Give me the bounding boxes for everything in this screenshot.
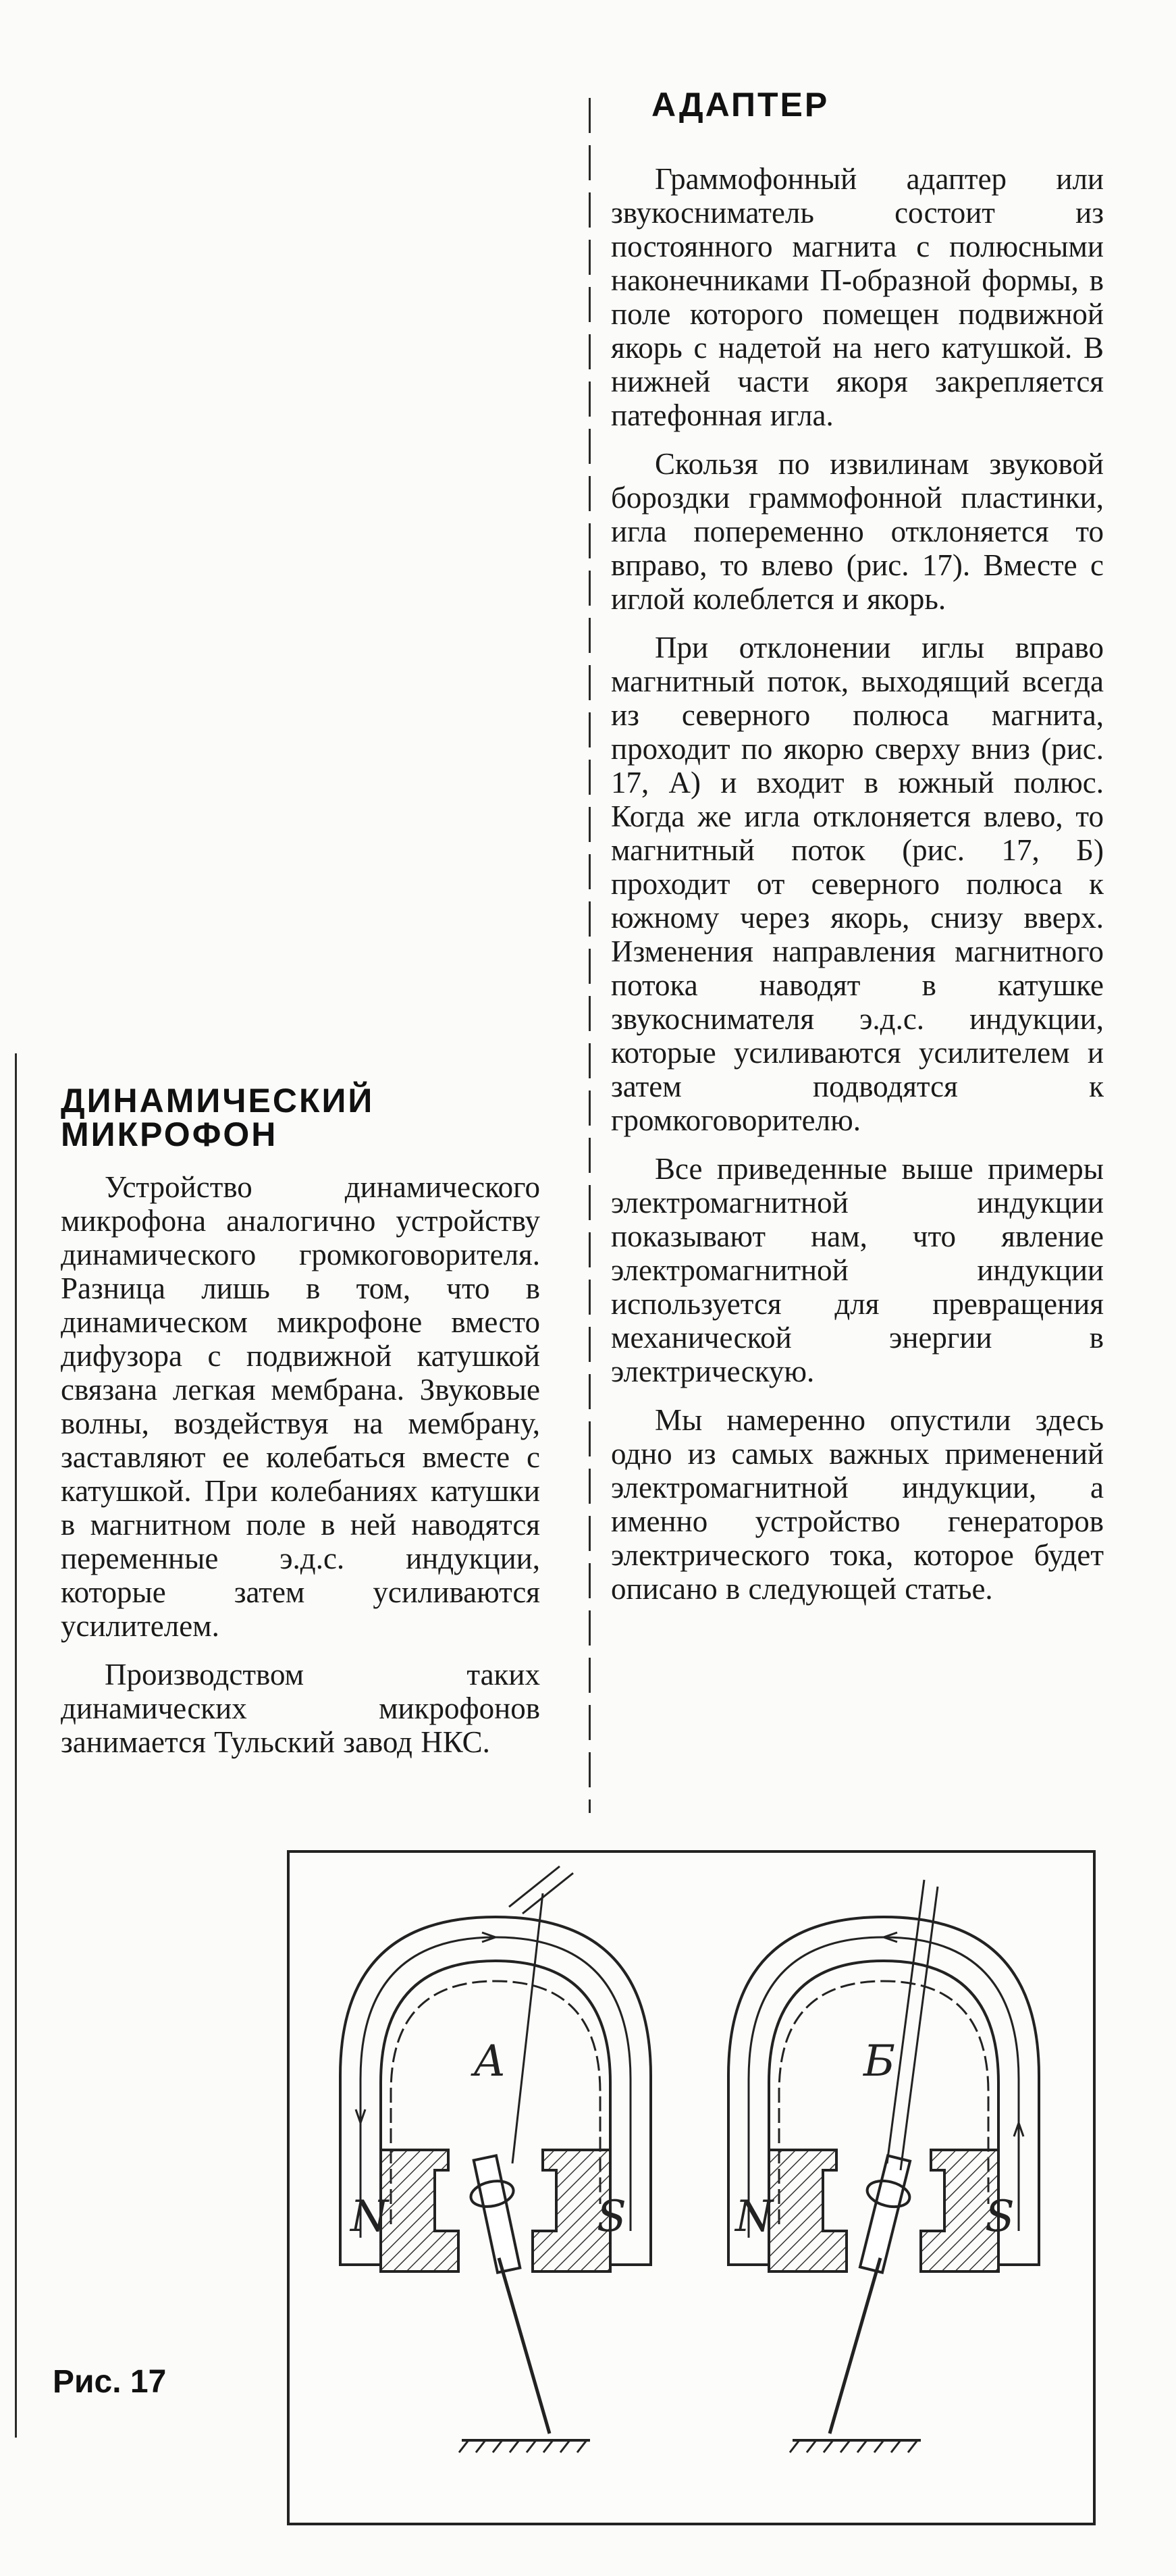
record-hatching [459,2440,587,2452]
adapter-paragraph: Скользя по извилинам звуковой бороздки граммофонной пластинки, игла попеременно отклоняется то вправо, то влево (рис. 17). Вместе с иглой колеблется и якорь. [611,447,1104,616]
needle-rod [887,1880,924,2163]
microphone-paragraph: Устройство динамического микрофона аналогично устройству динамического громкоговорителя. Разница лишь в том, что в динамическом микрофоне вместо дифузора с подвижной катушкой связана легкая мембрана. Звуковые волны, воздействуя на мембрану, заставляют ее колебаться вместе с катушкой. При колебаниях катушки в магнитном поле в ней наводятся переменные э.д.с. индукции, которые затем усиливаются усилителем. [61,1170,540,1643]
adapter-paragraph: Граммофонный адаптер или звукосниматель состоит из постоянного магнита с полюсными наконечниками П-образной формы, в поле которого помещен подвижной якорь с надетой на него катушкой. В нижней части якоря закрепляется патефонная игла. [611,162,1104,432]
needle-rod [901,1887,938,2170]
armature [860,2155,910,2272]
column-divider-rule [589,98,591,1813]
microphone-paragraph: Производством таких динамических микрофонов занимается Тульский завод НКС. [61,1658,540,1759]
diagram-b-letter: Б [863,2036,896,2086]
adapter-diagrams [290,1853,1093,2523]
adapter-section [611,88,1104,1621]
needle-rod [512,1893,543,2163]
diagram-a-south-label: S [597,2192,626,2242]
figure-17 [287,1850,1096,2525]
microphone-section [61,1084,540,1774]
microphone-heading: ДИНАМИЧЕСКИЙ МИКРОФОН [61,1082,375,1153]
needle-rod [523,1873,573,1914]
diagram-b-north-label: N [735,2192,773,2242]
record-hatching [790,2440,917,2452]
pole-piece-north [381,2150,458,2271]
armature [474,2155,520,2272]
adapter-paragraph: Все приведенные выше примеры электромагнитной индукции показывают нам, что явление электромагнитной индукции используется для превращения механической энергии в электрическую. [611,1152,1104,1388]
diagram-a-north-label: N [350,2192,388,2242]
diagram-b [728,1880,1039,2452]
left-column-rule [15,1053,17,2438]
adapter-heading: АДАПТЕР [651,86,830,124]
pole-piece-north [769,2150,847,2271]
adapter-paragraph: При отклонении иглы вправо магнитный поток, выходящий всегда из северного полюса магнита, проходит по якорю сверху вниз (рис. 17, А) и входит в южный полюс. Когда же игла отклоняется влево, то магнитный поток (рис. 17, Б) проходит от северного полюса к южному через якорь, снизу вверх. Изменения направления магнитного потока наводят в катушке звукоснимателя э.д.с. индукции, которые усиливаются усилителем и затем подводятся к громкоговорителю. [611,631,1104,1137]
adapter-paragraph: Мы намеренно опустили здесь одно из самых важных применений электромагнитной индукции, а именно устройство генераторов электрического тока, которое будет описано в следующей статье. [611,1403,1104,1606]
diagram-b-south-label: S [985,2192,1015,2242]
needle-rod [509,1866,560,1907]
figure-caption: Рис. 17 [53,2364,167,2400]
needle [830,2258,880,2434]
needle [499,2258,550,2434]
diagram-a [340,1866,651,2452]
diagram-a-letter: А [473,2036,506,2086]
